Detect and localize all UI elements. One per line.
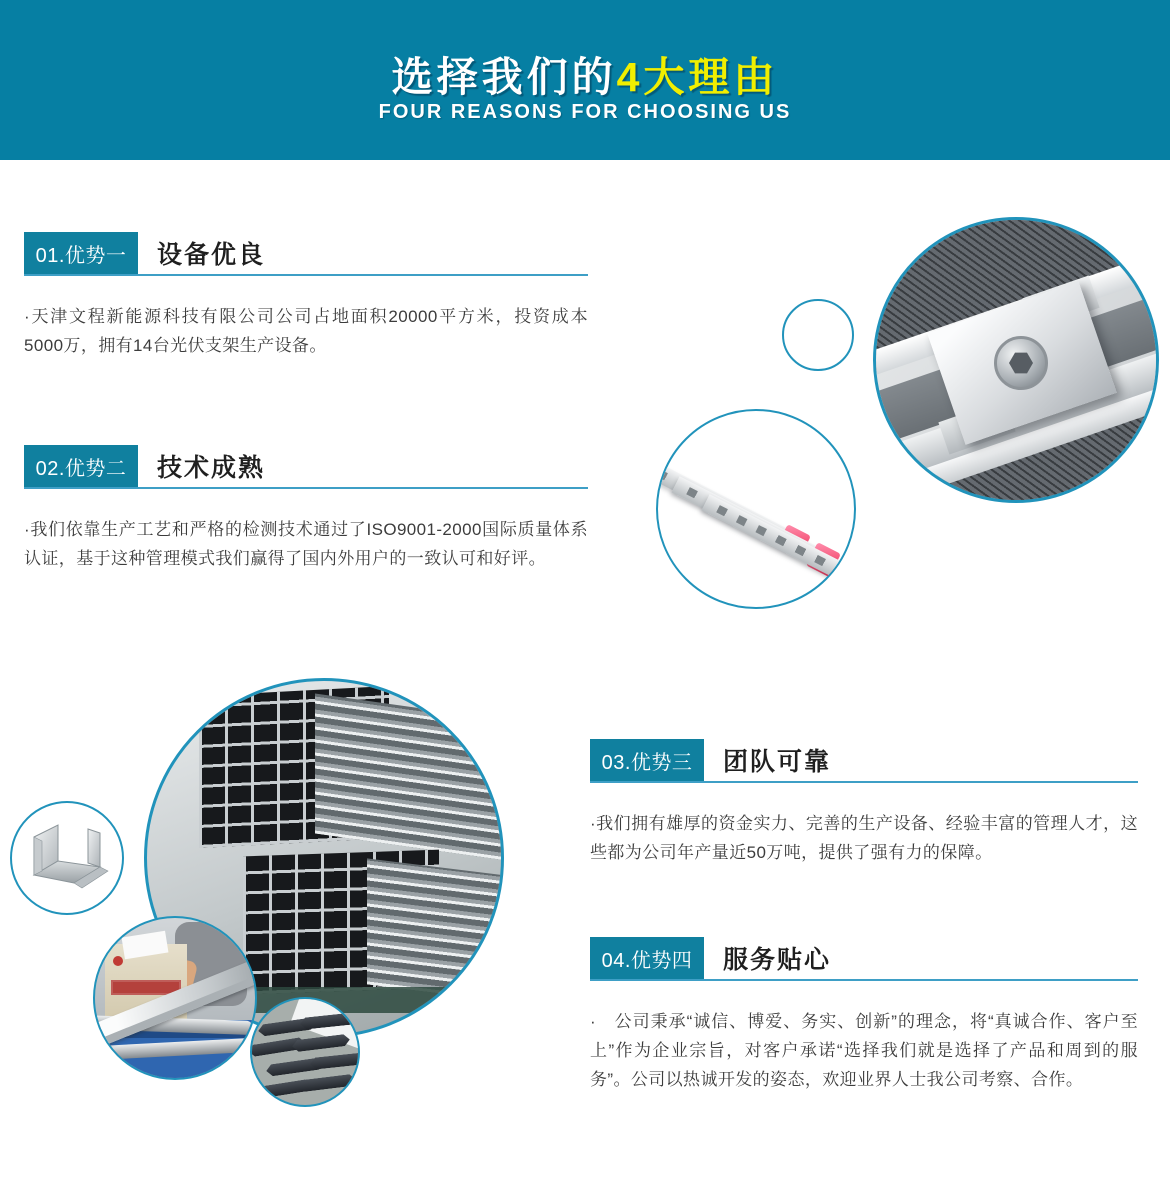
feature-4-number-badge: 04.优势四	[590, 937, 704, 979]
feature-1-title: 设备优良	[157, 241, 266, 269]
tube-lengths-top	[315, 694, 504, 861]
page-subtitle: FOUR REASONS FOR CHOOSING US	[378, 101, 792, 123]
feature-4-title: 服务贴心	[723, 946, 832, 974]
page-title-accent: 4大理由	[616, 54, 779, 100]
u-channel-drawing	[12, 803, 122, 913]
machine-button	[113, 956, 123, 966]
red-end-cap	[836, 560, 856, 595]
feature-section-4	[590, 937, 1138, 1094]
feature-section-3	[590, 739, 1138, 867]
slotted-bracket	[701, 494, 856, 589]
page-title-main: 选择我们的	[391, 54, 617, 100]
steel-bundle	[291, 1034, 350, 1053]
steel-bundle	[297, 1074, 356, 1093]
solar-clamp-photo-circle	[873, 217, 1159, 503]
steel-bundle	[310, 1052, 360, 1070]
feature-3-number-badge: 03.优势三	[590, 739, 704, 781]
steel-stack-photo-circle	[250, 997, 360, 1107]
feature-2-body: ·我们依靠生产工艺和严格的检测技术通过了ISO9001-2000国际质量体系认证，基于这种管理模式我们赢得了国内外用户的一致认可和好评。	[24, 520, 588, 568]
brackets-photo-circle	[656, 409, 856, 609]
feature-section-1	[24, 232, 588, 360]
hex-socket-bolt	[994, 336, 1048, 390]
machine-photo-circle	[93, 916, 257, 1080]
feature-3-body: ·我们拥有雄厚的资金实力、完善的生产设备、经验丰富的管理人才，这些都为公司年产量近50万吨，提供了强有力的保障。	[590, 814, 1138, 862]
feature-3-header	[590, 739, 1138, 783]
accent-ring	[782, 299, 854, 371]
tube-lengths-bottom	[367, 858, 504, 1001]
u-channel-photo-circle	[10, 801, 124, 915]
feature-section-2	[24, 445, 588, 573]
feature-1-header	[24, 232, 588, 276]
paper-sheet	[122, 931, 169, 960]
feature-2-number-badge: 02.优势二	[24, 445, 138, 487]
header-band	[0, 0, 1170, 160]
feature-4-body: · 公司秉承“诚信、博爱、务实、创新”的理念，将“真诚合作、客户至上”作为企业宗旨，对客户承诺“选择我们就是选择了产品和周到的服务”。公司以热诚开发的姿态，欢迎业界人士我公司考察、合作。	[590, 1012, 1138, 1089]
feature-1-body: ·天津文程新能源科技有限公司公司占地面积20000平方米，投资成本5000万，拥有14台光伏支架生产设备。	[24, 307, 588, 355]
feature-1-number-badge: 01.优势一	[24, 232, 138, 274]
feature-2-header	[24, 445, 588, 489]
page-title	[0, 44, 1170, 103]
feature-3-title: 团队可靠	[723, 748, 832, 776]
feature-4-header	[590, 937, 1138, 981]
feature-2-title: 技术成熟	[157, 454, 266, 482]
hex-socket	[1009, 351, 1033, 375]
